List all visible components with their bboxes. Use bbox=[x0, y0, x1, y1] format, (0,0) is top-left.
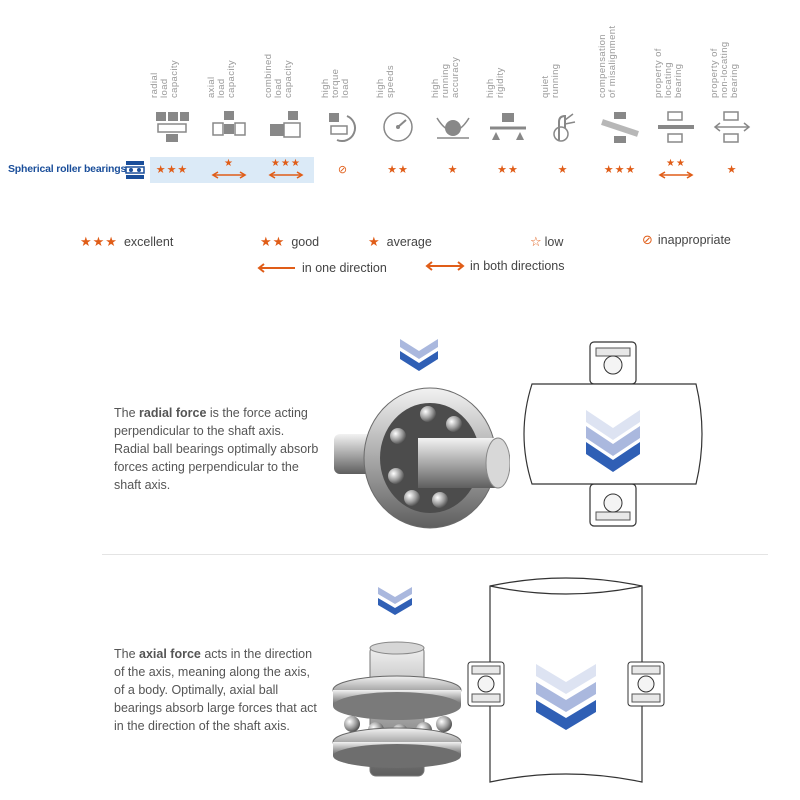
column-speeds bbox=[370, 8, 426, 158]
legend-both-directions: in both directions bbox=[470, 259, 565, 273]
legend-good-label: good bbox=[291, 235, 320, 249]
column-axial bbox=[201, 8, 257, 158]
legend-inappropriate-label: inappropriate bbox=[657, 233, 731, 247]
column-combined bbox=[258, 8, 314, 158]
torque-icon bbox=[323, 110, 363, 144]
arrow-one-direction-icon bbox=[256, 263, 296, 273]
axial-force-shaft-diagram bbox=[466, 576, 670, 790]
rating-stars: ★★ bbox=[497, 164, 519, 176]
accuracy-icon bbox=[433, 110, 473, 144]
rating-stars: ★ bbox=[557, 164, 569, 176]
column-header-axial: axial load capacity bbox=[206, 59, 237, 98]
rating-misalignment bbox=[592, 157, 648, 183]
column-nonlocating bbox=[704, 8, 760, 158]
column-header-nonlocating: property of non-locating bearing bbox=[709, 41, 740, 98]
rating-stars: ★★★ bbox=[603, 164, 637, 176]
column-locating bbox=[648, 8, 704, 158]
axial-force-term: axial force bbox=[139, 647, 201, 661]
legend-inappropriate bbox=[642, 232, 731, 248]
rating-stars: ★★★ bbox=[155, 164, 189, 176]
column-header-locating: property of locating bearing bbox=[653, 48, 684, 98]
axial-load-icon bbox=[209, 110, 249, 144]
locating-bearing-icon bbox=[656, 110, 696, 144]
rating-stars: ★★★ bbox=[271, 158, 301, 169]
inappropriate-icon: ⊘ bbox=[642, 232, 654, 247]
arrow-both-directions-icon bbox=[425, 261, 465, 271]
rating-speeds bbox=[370, 157, 426, 183]
rating-stars: ★ bbox=[726, 164, 738, 176]
rating-stars: ★ bbox=[447, 164, 459, 176]
legend-good bbox=[260, 234, 319, 250]
rating-accuracy bbox=[425, 157, 481, 183]
column-header-accuracy: high running accuracy bbox=[430, 56, 461, 98]
axial-ball-bearing-image bbox=[330, 640, 464, 782]
speedometer-icon bbox=[378, 110, 418, 144]
column-header-misalignment: compensation of misalignment bbox=[597, 25, 618, 98]
rating-rigidity bbox=[480, 157, 536, 183]
arrow-both-directions-icon bbox=[268, 171, 304, 179]
legend-one-direction: in one direction bbox=[302, 261, 387, 275]
column-rigidity bbox=[480, 8, 536, 158]
rating-locating bbox=[648, 157, 704, 183]
axial-force-chevron-icon bbox=[376, 585, 414, 617]
rating-nonlocating bbox=[704, 157, 760, 183]
radial-force-term: radial force bbox=[139, 406, 207, 420]
legend-excellent-stars: ★★★ bbox=[80, 234, 118, 249]
rating-stars: ★ bbox=[224, 158, 234, 169]
rating-combined bbox=[258, 157, 314, 183]
row-label-spherical-roller-bearings: Spherical roller bearings bbox=[8, 163, 127, 175]
column-header-quiet: quiet running bbox=[540, 63, 561, 98]
column-header-speeds: high speeds bbox=[375, 64, 396, 98]
arrow-both-directions-icon bbox=[658, 171, 694, 179]
radial-force-shaft-diagram bbox=[518, 340, 710, 530]
axial-force-text: The axial force acts in the direction of the axis, meaning along the axis, of a body. Optimally, axial ball bearings absorb large forces that act in the direction of the shaft axis. bbox=[114, 647, 317, 733]
column-header-rigidity: high rigidity bbox=[485, 67, 506, 98]
legend-excellent bbox=[80, 234, 173, 250]
misalignment-icon bbox=[600, 110, 640, 144]
rating-radial bbox=[144, 157, 200, 183]
radial-force-chevron-icon bbox=[398, 337, 440, 373]
radial-ball-bearing-image bbox=[328, 386, 510, 532]
legend-average bbox=[368, 234, 432, 250]
column-torque bbox=[315, 8, 371, 158]
rigidity-icon bbox=[488, 110, 528, 144]
column-radial bbox=[144, 8, 200, 158]
radial-force-text: The radial force is the force acting perpendicular to the shaft axis. Radial ball bearings optimally absorb forces acting perpendicular to the shaft axis. bbox=[114, 406, 319, 492]
spherical-roller-bearing-icon bbox=[124, 160, 146, 180]
rating-quiet bbox=[535, 157, 591, 183]
rating-stars: ★★ bbox=[387, 164, 409, 176]
column-header-torque: high torque load bbox=[320, 68, 351, 98]
combined-load-icon bbox=[266, 110, 306, 144]
legend-average-label: average bbox=[386, 235, 432, 249]
arrow-both-directions-icon bbox=[211, 171, 247, 179]
inappropriate-icon: ⊘ bbox=[337, 164, 349, 176]
column-header-combined: combined load capacity bbox=[263, 53, 294, 98]
legend-good-stars: ★★ bbox=[260, 234, 286, 249]
non-locating-bearing-icon bbox=[712, 110, 752, 144]
legend-low-label: low bbox=[544, 235, 564, 249]
rating-axial bbox=[201, 157, 257, 183]
legend-low bbox=[530, 234, 563, 250]
rating-stars: ★★ bbox=[666, 158, 686, 169]
section-divider bbox=[102, 554, 768, 555]
radial-load-icon bbox=[152, 110, 192, 144]
legend-excellent-label: excellent bbox=[123, 235, 174, 249]
legend-average-star: ★ bbox=[368, 234, 381, 249]
legend-low-star: ☆ bbox=[530, 234, 543, 249]
quiet-running-icon bbox=[543, 110, 583, 144]
column-quiet bbox=[535, 8, 591, 158]
column-header-radial: radial load capacity bbox=[149, 59, 180, 98]
column-misalignment bbox=[592, 8, 648, 158]
column-accuracy bbox=[425, 8, 481, 158]
rating-torque bbox=[315, 157, 371, 183]
